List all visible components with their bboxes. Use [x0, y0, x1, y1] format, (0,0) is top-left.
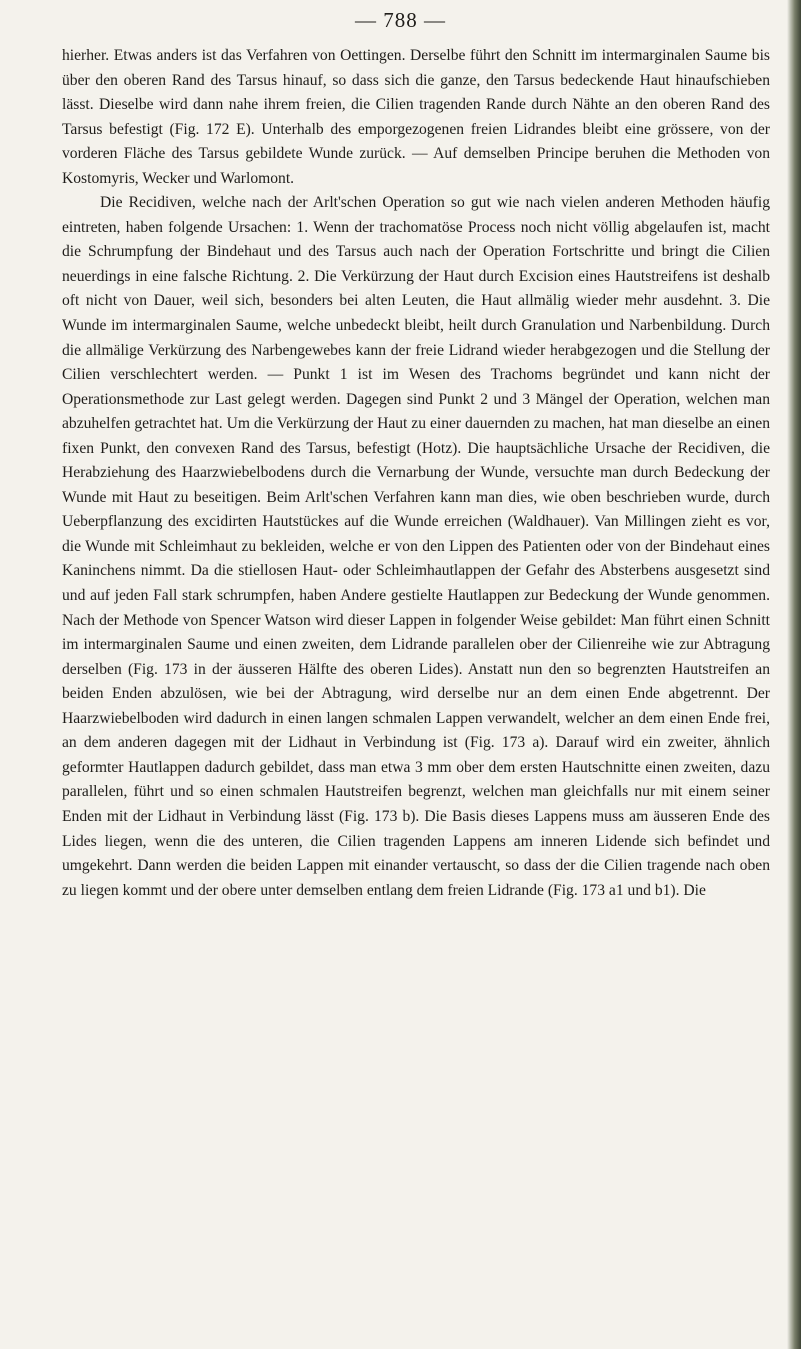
paragraph: hierher. Etwas anders ist das Verfahren von Oettingen. Derselbe führt den Schnitt im intermarginalen Saume bis über den oberen Rand des Tarsus hinauf, so dass sich die ganze, den Tarsus bedeckende Haut hinaufschieben lässt. Dieselbe wird dann nahe ihrem freien, die Cilien tragenden Rande durch Nähte an den oberen Rand des Tarsus befestigt (Fig. 172 E). Unterhalb des emporgezogenen freien Lidrandes bleibt eine grössere, von der vorderen Fläche des Tarsus gebildete Wunde zurück. — Auf demselben Principe beruhen die Methoden von Kostomyris, Wecker und Warlomont. [62, 47, 770, 187]
page-edge-shadow [787, 0, 801, 1349]
paragraph: Die Recidiven, welche nach der Arlt'schen Operation so gut wie nach vielen anderen Methoden häufig eintreten, haben folgende Ursachen: 1. Wenn der trachomatöse Process noch nicht völlig abgelaufen ist, macht die Schrumpfung der Bindehaut und des Tarsus auch nach der Operation Fortschritte und bringt die Cilien neuerdings in eine falsche Richtung. 2. Die Verkürzung der Haut durch Excision eines Hautstreifens ist deshalb oft nicht von Dauer, weil sich, besonders bei alten Leuten, die Haut allmälig wieder mehr ausdehnt. 3. Die Wunde im intermarginalen Saume, welche unbedeckt bleibt, heilt durch Granulation und Narbenbildung. Durch die allmälige Verkürzung des Narbengewebes kann der freie Lidrand wieder herabgezogen und die Stellung der Cilien verschlechtert werden. — Punkt 1 ist im Wesen des Trachoms begründet und kann nicht der Operationsmethode zur Last gelegt werden. Dagegen sind Punkt 2 und 3 Mängel der Operation, welchen man abzuhelfen getrachtet hat. Um die Verkürzung der Haut zu einer dauernden zu machen, hat man dieselbe an einen fixen Punkt, den convexen Rand des Tarsus, befestigt (Hotz). Die hauptsächliche Ursache der Recidiven, die Herabziehung des Haarzwiebelbodens durch die Vernarbung der Wunde, versuchte man durch Bedeckung der Wunde mit Haut zu beseitigen. Beim Arlt'schen Verfahren kann man dies, wie oben beschrieben wurde, durch Ueberpflanzung des excidirten Hautstückes auf die Wunde erreichen (Waldhauer). Van Millingen zieht es vor, die Wunde mit Schleimhaut zu bekleiden, welche er von den Lippen des Patienten oder von der Bindehaut eines Kaninchens nimmt. Da die stiellosen Haut- oder Schleimhautlappen der Gefahr des Absterbens ausgesetzt sind und auf jeden Fall stark schrumpfen, haben Andere gestielte Hautlappen zur Bedeckung der Wunde genommen. Nach der Methode von Spencer Watson wird dieser Lappen in folgender Weise gebildet: Man führt einen Schnitt im intermarginalen Saume und einen zweiten, dem Lidrande parallelen ober der Cilienreihe wie zur Abtragung derselben (Fig. 173 in der äusseren Hälfte des oberen Lides). Anstatt nun den so begrenzten Hautstreifen an beiden Enden abzulösen, wie bei der Abtragung, wird derselbe nur an dem einen Ende abgetrennt. Der Haarzwiebelboden wird dadurch in einen langen schmalen Lappen verwandelt, welcher an dem einen Ende frei, an dem anderen dagegen mit der Lidhaut in Verbindung ist (Fig. 173 a). Darauf wird ein zweiter, ähnlich geformter Hautlappen dadurch gebildet, dass man etwa 3 mm ober dem ersten Hautschnitte einen zweiten, dazu parallelen, führt und so einen schmalen Hautstreifen begrenzt, welchen man gleichfalls nur mit einem seiner Enden mit der Lidhaut in Verbindung lässt (Fig. 173 b). Die Basis dieses Lappens muss am äusseren Ende des Lides liegen, wenn die des unteren, die Cilien tragenden Lappens am inneren Lidende sich befindet und umgekehrt. Dann werden die beiden Lappen mit einander vertauscht, so dass der die Cilien tragende nach oben zu liegen kommt und der obere unter demselben entlang dem freien Lidrande (Fig. 173 a1 und b1). Die [62, 194, 770, 899]
page-number: — 788 — [355, 8, 446, 32]
body-text [62, 44, 770, 903]
